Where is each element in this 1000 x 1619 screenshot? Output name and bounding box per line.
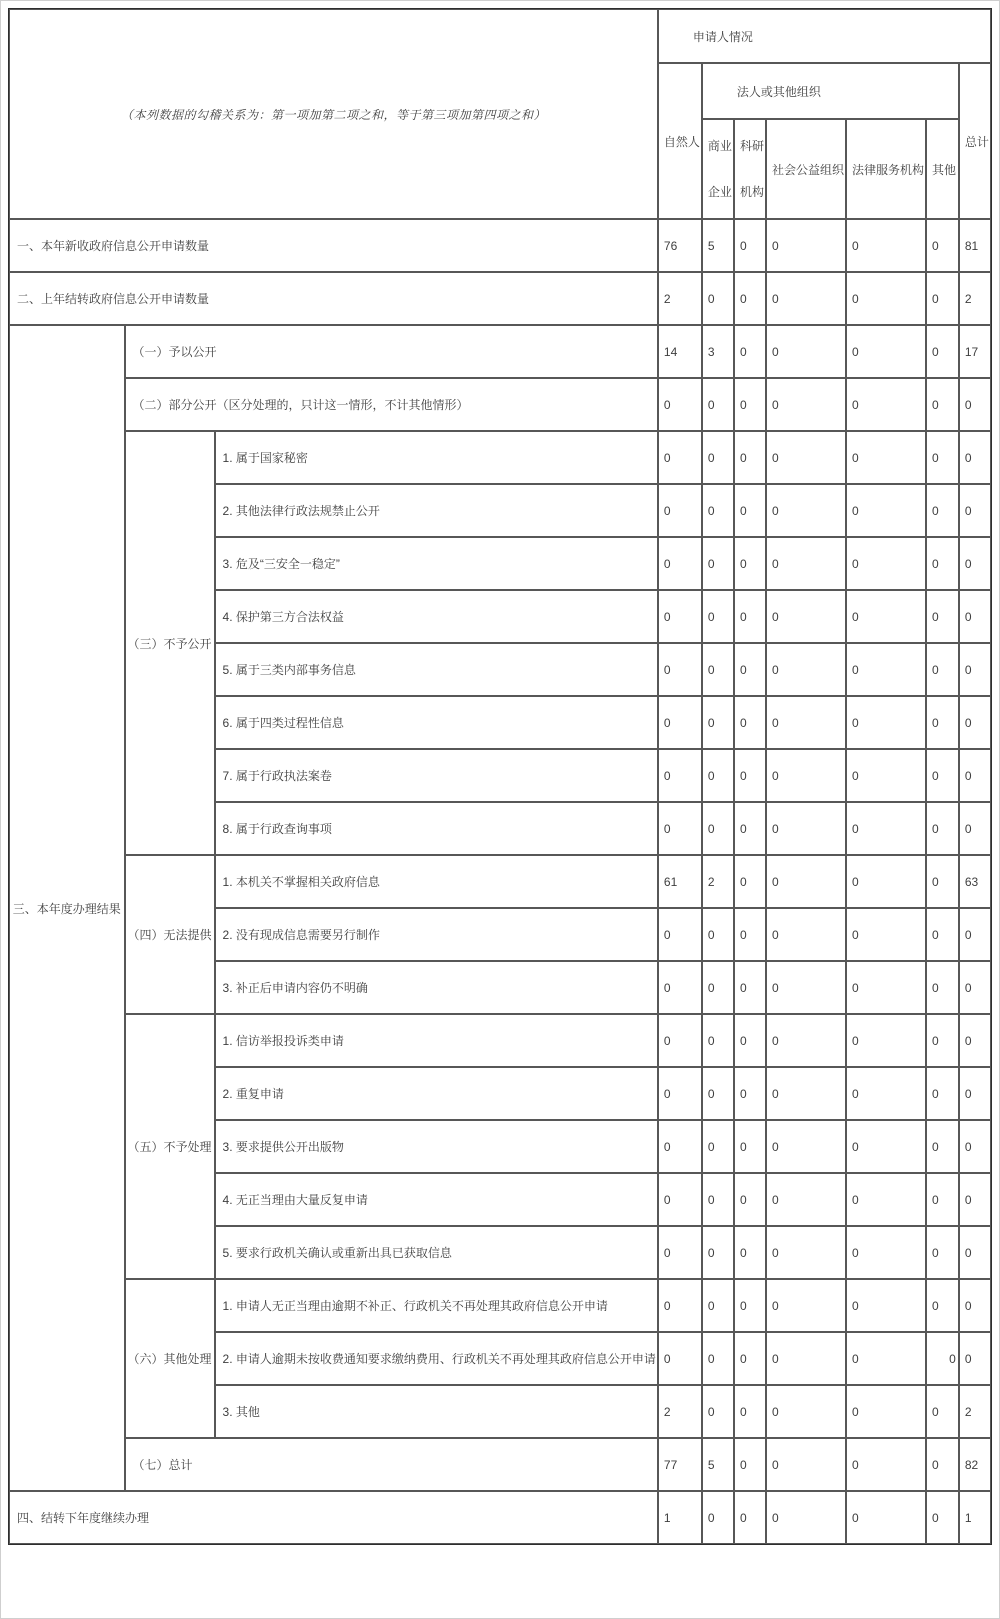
value-cell: 0 [766,908,846,961]
value-cell: 0 [734,908,766,961]
value-cell: 0 [926,219,959,272]
value-cell: 0 [734,1226,766,1279]
value-cell: 0 [702,802,734,855]
public-welfare-org-header: 社会公益组织 [766,119,846,219]
value-cell: 0 [926,1438,959,1491]
value-cell: 0 [766,1067,846,1120]
value-cell: 0 [766,431,846,484]
value-cell: 0 [766,1014,846,1067]
value-cell: 0 [959,590,991,643]
value-cell: 0 [846,1332,926,1385]
value-cell: 0 [846,590,926,643]
value-cell: 63 [959,855,991,908]
value-cell: 0 [702,961,734,1014]
value-cell: 0 [959,484,991,537]
row-next-year [9,1491,991,1544]
row-granted [9,325,991,378]
row-label: （二）部分公开（区分处理的，只计这一情形，不计其他情形） [125,378,658,431]
value-cell: 0 [766,643,846,696]
row-label: 四、结转下年度继续办理 [9,1491,658,1544]
value-cell: 77 [658,1438,702,1491]
value-cell: 2 [658,272,702,325]
value-cell: 0 [959,749,991,802]
value-cell: 0 [734,961,766,1014]
value-cell: 0 [734,1491,766,1544]
value-cell: 0 [658,802,702,855]
value-cell: 0 [959,1226,991,1279]
value-cell: 0 [959,696,991,749]
item-label: 5. 要求行政机关确认或重新出具已获取信息 [215,1226,658,1279]
row-label: （一）予以公开 [125,325,658,378]
value-cell: 0 [766,378,846,431]
row-unable-item [9,855,991,908]
value-cell: 0 [766,484,846,537]
value-cell: 0 [846,855,926,908]
value-cell: 0 [658,484,702,537]
value-cell: 0 [926,378,959,431]
value-cell: 0 [658,378,702,431]
header-note: （本列数据的勾稽关系为：第一项加第二项之和，等于第三项加第四项之和） [9,9,658,219]
group-otherhandle-label: （六）其他处理 [125,1279,215,1438]
value-cell: 0 [926,1332,959,1385]
value-cell: 0 [734,1279,766,1332]
value-cell: 0 [926,1385,959,1438]
item-label: 2. 重复申请 [215,1067,658,1120]
commercial-enterprise-header [702,119,734,219]
row-subtotal [9,1438,991,1491]
value-cell: 0 [846,1226,926,1279]
value-cell: 0 [926,908,959,961]
value-cell: 0 [846,961,926,1014]
value-cell: 0 [658,1173,702,1226]
value-cell: 1 [959,1491,991,1544]
value-cell: 0 [658,908,702,961]
value-cell: 2 [702,855,734,908]
research-institution-header [734,119,766,219]
value-cell: 61 [658,855,702,908]
value-cell: 0 [702,749,734,802]
value-cell: 0 [959,1332,991,1385]
value-cell: 0 [959,1014,991,1067]
value-cell: 0 [702,643,734,696]
value-cell: 0 [846,802,926,855]
value-cell: 0 [734,537,766,590]
value-cell: 0 [658,1067,702,1120]
value-cell: 0 [658,590,702,643]
value-cell: 0 [702,590,734,643]
item-label: 1. 属于国家秘密 [215,431,658,484]
value-cell: 0 [658,961,702,1014]
value-cell: 0 [959,802,991,855]
item-label: 8. 属于行政查询事项 [215,802,658,855]
value-cell: 2 [959,272,991,325]
value-cell: 0 [766,325,846,378]
value-cell: 0 [702,1067,734,1120]
item-label: 5. 属于三类内部事务信息 [215,643,658,696]
value-cell: 0 [658,431,702,484]
value-cell: 0 [734,1173,766,1226]
value-cell: 0 [702,484,734,537]
item-label: 7. 属于行政执法案卷 [215,749,658,802]
value-cell: 0 [734,1385,766,1438]
item-label: 3. 补正后申请内容仍不明确 [215,961,658,1014]
value-cell: 81 [959,219,991,272]
value-cell: 0 [734,749,766,802]
commercial-enterprise-line1: 商业 [707,139,732,153]
value-cell: 0 [926,537,959,590]
item-label: 6. 属于四类过程性信息 [215,696,658,749]
value-cell: 0 [734,1120,766,1173]
row-label: 一、本年新收政府信息公开申请数量 [9,219,658,272]
value-cell: 1 [658,1491,702,1544]
value-cell: 0 [926,961,959,1014]
value-cell: 0 [846,325,926,378]
item-label: 3. 其他 [215,1385,658,1438]
value-cell: 0 [926,802,959,855]
value-cell: 0 [846,484,926,537]
value-cell: 0 [766,1385,846,1438]
value-cell: 0 [658,1332,702,1385]
value-cell: 0 [658,749,702,802]
value-cell: 0 [846,908,926,961]
group-refused-label: （三）不予公开 [125,431,215,855]
item-label: 2. 没有现成信息需要另行制作 [215,908,658,961]
legal-service-org-header: 法律服务机构 [846,119,926,219]
value-cell: 0 [734,1014,766,1067]
value-cell: 0 [766,961,846,1014]
value-cell: 0 [846,272,926,325]
value-cell: 0 [846,643,926,696]
value-cell: 0 [926,1173,959,1226]
value-cell: 0 [926,643,959,696]
value-cell: 0 [766,219,846,272]
value-cell: 0 [846,1385,926,1438]
value-cell: 0 [702,537,734,590]
value-cell: 0 [959,908,991,961]
row-label: 二、上年结转政府信息公开申请数量 [9,272,658,325]
item-label: 2. 其他法律行政法规禁止公开 [215,484,658,537]
value-cell: 0 [846,1014,926,1067]
value-cell: 0 [959,378,991,431]
value-cell: 0 [926,749,959,802]
value-cell: 0 [766,1120,846,1173]
row-label: （七）总计 [125,1438,658,1491]
research-institution-line2: 机构 [739,185,764,199]
row-refuse-item [9,431,991,484]
value-cell: 0 [702,1491,734,1544]
value-cell: 0 [846,537,926,590]
value-cell: 0 [766,1491,846,1544]
value-cell: 0 [959,537,991,590]
value-cell: 0 [926,1067,959,1120]
value-cell: 0 [734,219,766,272]
total-header: 总计 [959,63,991,219]
value-cell: 0 [959,1120,991,1173]
value-cell: 0 [658,696,702,749]
value-cell: 0 [926,1491,959,1544]
value-cell: 0 [658,1120,702,1173]
value-cell: 0 [734,1438,766,1491]
value-cell: 0 [926,325,959,378]
value-cell: 17 [959,325,991,378]
value-cell: 3 [702,325,734,378]
application-statistics-table [8,8,992,1545]
value-cell: 0 [846,219,926,272]
value-cell: 0 [734,378,766,431]
value-cell: 0 [926,1120,959,1173]
row-new-requests [9,219,991,272]
value-cell: 76 [658,219,702,272]
value-cell: 0 [734,802,766,855]
section-annual-results-label: 三、本年度办理结果 [9,325,125,1491]
value-cell: 0 [846,431,926,484]
value-cell: 0 [766,1173,846,1226]
value-cell: 0 [846,749,926,802]
row-carried-over [9,272,991,325]
item-label: 4. 无正当理由大量反复申请 [215,1173,658,1226]
value-cell: 0 [959,1067,991,1120]
value-cell: 0 [926,1279,959,1332]
value-cell: 0 [926,272,959,325]
value-cell: 0 [766,1438,846,1491]
natural-person-header: 自然人 [658,63,702,219]
value-cell: 0 [959,431,991,484]
value-cell: 0 [702,1385,734,1438]
item-label: 3. 要求提供公开出版物 [215,1120,658,1173]
value-cell: 0 [766,749,846,802]
value-cell: 0 [766,590,846,643]
item-label: 1. 申请人无正当理由逾期不补正、行政机关不再处理其政府信息公开申请 [215,1279,658,1332]
item-label: 2. 申请人逾期未按收费通知要求缴纳费用、行政机关不再处理其政府信息公开申请 [215,1332,658,1385]
value-cell: 0 [766,696,846,749]
row-noprocess-item [9,1014,991,1067]
value-cell: 0 [734,484,766,537]
value-cell: 0 [846,1279,926,1332]
value-cell: 0 [926,1014,959,1067]
value-cell: 0 [734,855,766,908]
value-cell: 2 [959,1385,991,1438]
value-cell: 0 [658,537,702,590]
value-cell: 0 [926,696,959,749]
value-cell: 0 [959,1173,991,1226]
value-cell: 82 [959,1438,991,1491]
value-cell: 14 [658,325,702,378]
value-cell: 0 [846,1491,926,1544]
value-cell: 0 [734,325,766,378]
value-cell: 0 [959,1279,991,1332]
value-cell: 5 [702,219,734,272]
value-cell: 0 [658,643,702,696]
value-cell: 0 [734,431,766,484]
item-label: 1. 本机关不掌握相关政府信息 [215,855,658,908]
value-cell: 0 [702,696,734,749]
item-label: 1. 信访举报投诉类申请 [215,1014,658,1067]
value-cell: 0 [846,696,926,749]
value-cell: 0 [846,378,926,431]
value-cell: 0 [766,1279,846,1332]
value-cell: 0 [658,1226,702,1279]
value-cell: 0 [846,1438,926,1491]
value-cell: 0 [658,1014,702,1067]
value-cell: 0 [846,1067,926,1120]
value-cell: 0 [766,537,846,590]
value-cell: 0 [959,961,991,1014]
value-cell: 0 [846,1120,926,1173]
value-cell: 0 [734,1067,766,1120]
value-cell: 0 [926,855,959,908]
value-cell: 0 [766,855,846,908]
value-cell: 0 [702,1014,734,1067]
value-cell: 0 [959,643,991,696]
value-cell: 0 [766,1332,846,1385]
value-cell: 0 [702,908,734,961]
value-cell: 0 [702,1226,734,1279]
value-cell: 0 [766,1226,846,1279]
value-cell: 0 [734,590,766,643]
commercial-enterprise-line2: 企业 [707,185,732,199]
value-cell: 0 [702,378,734,431]
value-cell: 0 [734,1332,766,1385]
value-cell: 0 [926,431,959,484]
value-cell: 0 [702,431,734,484]
value-cell: 0 [926,484,959,537]
item-label: 3. 危及“三安全一稳定” [215,537,658,590]
value-cell: 0 [846,1173,926,1226]
legal-org-header: 法人或其他组织 [702,63,959,119]
value-cell: 0 [926,1226,959,1279]
value-cell: 0 [658,1279,702,1332]
value-cell: 0 [734,272,766,325]
value-cell: 0 [734,696,766,749]
group-unable-label: （四）无法提供 [125,855,215,1014]
value-cell: 2 [658,1385,702,1438]
value-cell: 0 [702,1173,734,1226]
value-cell: 0 [766,272,846,325]
other-org-header: 其他 [926,119,959,219]
value-cell: 0 [734,643,766,696]
value-cell: 0 [702,1279,734,1332]
value-cell: 5 [702,1438,734,1491]
row-otherhandle-item [9,1279,991,1332]
value-cell: 0 [702,1120,734,1173]
value-cell: 0 [766,802,846,855]
value-cell: 0 [926,590,959,643]
research-institution-line1: 科研 [739,139,764,153]
value-cell: 0 [702,272,734,325]
value-cell: 0 [702,1332,734,1385]
row-partial [9,378,991,431]
group-noprocess-label: （五）不予处理 [125,1014,215,1279]
applicant-status-header: 申请人情况 [658,9,991,63]
item-label: 4. 保护第三方合法权益 [215,590,658,643]
